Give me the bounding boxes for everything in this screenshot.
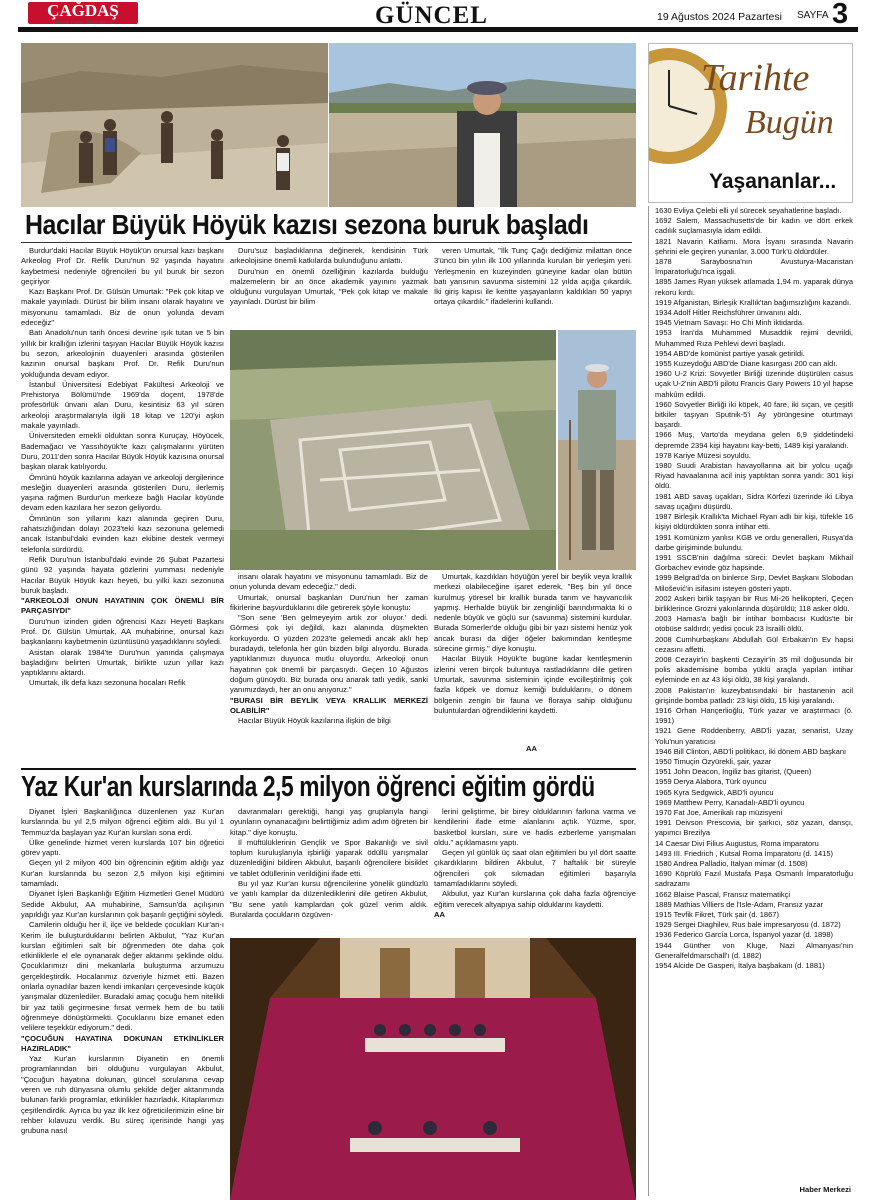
paragraph: Duru'nun izinden giden öğrencisi Kazı Heyeti Başkanı Prof. Dr. Gülsün Umurtak, AA muhabirine, onursal kazı başkanlarını kaybetmenin üzüntüsünü yaşadıklarını söyledi. [21, 616, 224, 647]
article1-column-2b [230, 572, 428, 764]
paragraph: Umurtak, kazdıkları höyüğün yerel bir beylik veya krallık merkezi olabileceğine işaret ederek, "Beş bin yıl önce kurulmuş yöresel bir krallık burada tarım ve hayvancılık yapmış. Herhalde büyük bir zenginliği barındırmakta ki o nedenle büyük ve güçlü sur (savunma) sistemini kurdular. Burada Sümerler'de olduğu gibi bir yazı sistemi henüz yok ancak burası da diğer öğeler bakımından kentleşme sürecine girmiş." diye konuştu. [434, 572, 632, 654]
event-item: 1954 ABD'de komünist partiye yasak getirildi. [655, 348, 805, 358]
event-item: 1895 James Ryan yüksek atlamada 1,94 m. yaparak dünya rekoru kırdı. [655, 277, 853, 297]
event-item: 1991 SSCB'nin dağılma süreci: Devlet başkanı Mikhail Gorbachev evinde göz hapsinde. [655, 552, 853, 573]
article1-title[interactable]: Hacılar Büyük Höyük kazısı sezona buruk başladı [25, 209, 589, 240]
tarihte-bugun-banner [648, 43, 853, 203]
quran-course-photo [230, 938, 636, 1200]
event-item: 1953 İran'da Muhammed Musaddık rejimi devrildi, Muhammed Rıza Pehlevi devri başladı. [655, 328, 853, 348]
paragraph: "Son sene 'Ben gelmeyeyim artık zor oluyor.' dedi. Görmesi çok iyi değildi, kazı alanında düşmekten korkuyordu. O yüzden 2023'te gelemedi ancak aklı hep buradaydı, telefonla her gün bizden bilgi alıyordu. Burada yaptıklarımızı duyunca mutlu oluyordu. Arkeoloji onun hayatının çok önemli bir parçasıydı. Geçen 10 Ağustos doğum günüydü. Biz burada onu anarak tatlı yedik, sanki yanımızdaydı, her an onu anıyoruz." [230, 613, 428, 695]
event-item: 1946 Bill Clinton, ABD'li politikacı, iki dönem ABD başkanı [655, 746, 847, 756]
event-item: 1954 Alcide De Gasperi, İtalya başbakanı (d. 1881) [655, 961, 825, 971]
paragraph: Kazı Başkanı Prof. Dr. Gülsün Umurtak: "Pek çok kitap ve makale yayınladı. Dürüst bir bilim insanı olarak hayatını ve misyonunu tamamladı. Biz de onun yolunda devam edeceğiz" [21, 287, 224, 328]
event-item: 2008 Cumhurbaşkanı Abdullah Gül Erbakan'ın Ev hapsi cezasını affetti. [655, 634, 853, 654]
excavation-site-photo [329, 43, 636, 207]
paragraph: Geçen yıl 2 milyon 400 bin öğrencinin eğitim aldığı yaz Kur'an kurslarında bu sezon 2,5 milyon kişi eğitimini tamamladı. [21, 858, 224, 889]
event-item: 1955 Kuzeydoğu ABD'de Diane kasırgası 200 can aldı. [655, 359, 838, 369]
paragraph: Akbulut, yaz Kur'an kurslarına çok daha fazla öğrenciye eğitim verecek altyapıya sahip olduklarını kaydetti. [434, 889, 636, 909]
section-title: GÜNCEL [375, 2, 488, 29]
paragraph: Üniversiteden emekli olduktan sonra Kuruçay, Höyücek, Bademağacı ve Yassıhöyük'te kazı çalışmalarını yürüten Duru, 2011'den sonra Hacılar Büyük Höyük kazısına onursal başkan olarak katılıyordu. [21, 431, 224, 472]
subheading: "ÇOCUĞUN HAYATINA DOKUNAN ETKİNLİKLER HAZIRLADIK" [21, 1033, 224, 1053]
event-item: 1966 Muş, Varto'da meydana gelen 6,9 şiddetindeki depremde 2394 kişi hayatını kay-betti, 1489 kişi yaralandı. [655, 430, 853, 450]
paragraph: Umurtak, ilk defa kazı sezonuna hocaları Refik [29, 678, 186, 688]
event-item: 1630 Evliya Çelebi elli yıl sürecek seyahatlerine başladı. [655, 206, 842, 215]
event-item: 1878 Saraybosna'nın Avusturya-Macaristan İmparatorluğu'nca işgali. [655, 257, 853, 277]
event-item: 1969 Matthew Perry, Kanadalı-ABD'li oyuncu [655, 797, 805, 807]
paragraph: lerini geliştirme, bir birey olduklarının farkına varma ve kendilerini ifade etme alanlarını açtık. Yüzme, spor, basketbol kursları, sure ve hadis ezberleme yarışmaları oldu." açıklamasını yaptı. [434, 807, 636, 847]
paragraph: Ülke genelinde hizmet veren kurslarda 107 bin öğretici görev yaptı. [21, 837, 224, 858]
event-item: 1965 Kyra Sedgwick, ABD'li oyuncu [655, 787, 774, 797]
paragraph: Umurtak, onursal başkanları Duru'nun her zaman fikirlerine başvurduklarını dile getirerek şöyle konuştu: [230, 592, 428, 612]
article-divider [21, 768, 636, 770]
article2-column-1 [21, 807, 224, 1200]
article2-title[interactable]: Yaz Kur'an kurslarında 2,5 milyon öğrenci eğitim gördü [21, 771, 595, 803]
event-item: 1945 Vietnam Savaşı: Ho Chi Minh iktidarda. [655, 318, 805, 328]
event-item: 1889 Mathias Villiers de l'Isle-Adam, Fransız yazar [655, 899, 824, 909]
event-item: 2002 Askeri birlik taşıyan bir Rus Mi-26 helikopteri, Çeçen birliklerince Grozni yakınlarında düşürüldü; 118 asker öldü. [655, 593, 853, 613]
event-item: 1915 Tevfik Fikret, Türk şair (d. 1867) [655, 910, 779, 920]
event-item: 1980 Suudi Arabistan havayollarına ait bir yolcu uçağı Riyad havaalanına acil iniş yaptıktan sonra yandı: 301 kişi öldü. [655, 461, 853, 491]
event-item: 1934 Adolf Hitler Reichsführer ünvanını aldı. [655, 308, 802, 318]
paragraph: Hacılar Büyük Höyük'te bugüne kadar kentleşmenin izlerini veren birçok buluntuya rastladıklarını dile getiren Umurtak, savunma sisteminin içinde evcilleştirilmiş çok fazla köpek ve domuz kemiği bulduklarını, o dönem bölgenin zengin bir fauna ve floraya sahip olduğunu buluntulardan öğrendiklerini kaydetti. [434, 654, 632, 715]
event-item: 1950 Timuçin Özyürekli, şair, yazar [655, 756, 772, 766]
event-item: 1493 III. Friedrich , Kutsal Roma İmparatoru (d. 1415) [655, 848, 833, 858]
paragraph: Burdur'daki Hacılar Büyük Höyük'ün onursal kazı başkanı Arkeolog Prof Dr. Refik Duru'nun 92 yaşında hayatını kaybetmesi nedeniyle öğrencileri bu yıl buruk bir sezon geçiriyor [21, 246, 224, 286]
event-item: 14 Caesar Divi Filius Augustus, Roma imparatoru [655, 838, 819, 848]
article1-column-3 [434, 246, 632, 328]
logo-tagline: Ülkenin Haber Sitesi Adresi [52, 20, 114, 26]
paragraph: davranmaları gerektiği, hangi yaş gruplarıyla hangi oyunların oynanacağını belirttiğimiz adım adım öğreten bir kitap." diye konuştu. [230, 807, 428, 837]
event-item: 1662 Blaise Pascal, Fransız matematikçi [655, 889, 791, 899]
event-item: 1991 Komünizm yanlısı KGB ve ordu generalleri, Rusya'da darbe girişiminde bulundu. [655, 532, 853, 552]
paragraph: Ömrünü höyük kazılarına adayan ve arkeoloji dergilerince mesleğin duayenleri arasında gösterilen Duru, ilerlemiş yaşına rağmen Burdur'un merkeze bağlı Hacılar köyünde devam eden kazılara her sezon geliyordu. [21, 472, 224, 513]
event-item: 1978 Kariye Müzesi soyuldu. [655, 450, 751, 460]
article1-column-2 [230, 246, 428, 328]
subheading: "ARKEOLOJİ ONUN HAYATININ ÇOK ÖNEMLİ BİR PARÇASIYDI" [21, 596, 224, 616]
article1-column-3b [434, 572, 632, 764]
event-item: 1987 Birleşik Krallık'ta Michael Ryan adlı bir kişi, tüfekle 16 kişiyi öldürdükten sonra intihar etti. [655, 512, 853, 532]
paragraph: Asistan olarak 1984'te Duru'nun yanında çalışmaya başladığını belirten Umurtak, birlikte uzun yıllar kazı yaptıklarını aktardı. [21, 647, 224, 678]
article2-column-2 [230, 807, 428, 935]
event-item: 1960 U-2 Krizi: Sovyetler Birliği üzerinde düşürülen casus uçak U-2'nin ABD'li pilotu Francis Gary Powers 10 yıl hapse mahkûm edildi. [655, 369, 853, 399]
aerial-site-photo [230, 330, 556, 570]
issue-date: 19 Ağustos 2024 Pazartesi [657, 11, 782, 23]
event-item: 1959 Derya Alabora, Türk oyuncu [655, 777, 767, 787]
event-item: 1944 Günther von Kluge, Nazi Almanyası'nın Generalfeldmarschall'ı (d. 1882) [655, 940, 853, 960]
banner-title-3: Yaşananlar... [709, 170, 837, 193]
event-item: 1960 Sovyetler Birliği iki köpek, 40 fare, iki sıçan, ve çeşitli bitkiler taşıyan Sputnik-5'i Ay yörüngesine oturtmayı başardı. [655, 399, 853, 430]
banner-title-1: Tarihte [701, 57, 810, 99]
article1-credit: AA [526, 743, 537, 753]
event-item: 1936 Federico García Lorca, İspanyol yazar (d. 1898) [655, 930, 834, 940]
event-item: 1821 Navarin Katliamı. Mora İsyanı sırasında Navarin şehrini ele geçiren yunanlar, 3.000 Türk'ü öldürdüler. [655, 236, 853, 256]
event-item: 1951 John Deacon, İngiliz bas gitarist, (Queen) [655, 767, 812, 777]
event-item: 1970 Fat Joe, Amerikalı rap müzisyeni [655, 807, 783, 817]
paragraph: Batı Anadolu'nun tarih öncesi devrine ışık tutan ve 5 bin yıllık bir krallığın izlerini taşıyan Hacılar Büyük Höyük kazısı bu sezon, arkeolojinin duayenleri arasında gösterilen kazının onursal başkanı Prof. Dr. Refik Duru'nun yokluğunda devam ediyor. [21, 328, 224, 379]
paragraph: İl müftülüklerinin Gençlik ve Spor Bakanlığı ve sivil toplum kuruluşlarıyla işbirliği yaparak ödüllü yarışmalar düzenlediğini bildiren Akbulut, başarılı öğrencilere bisiklet ve tablet ödüllerinin verildiğini ifade etti. [230, 837, 428, 878]
event-item: 1981 ABD savaş uçakları, Sidra Körfezi üzerinde iki Libya savaş uçağını düşürdü. [655, 491, 853, 511]
event-item: 1690 Köprülü Fazıl Mustafa Paşa Osmanlı İmparatorluğu sadrazamı [655, 869, 853, 889]
paragraph: İstanbul Üniversitesi Edebiyat Fakültesi Arkeoloji ve Prehistorya Bölümü'nde 1969'da doçent, 1978'de profesörlük ünvanı alan Duru, kesintisiz 63 yıl süren arkeoloji araştırmalarıyla ilgili 18 kitap ve 120'yi aşkın makale yayınladı. [21, 379, 224, 431]
paragraph: Camilerin olduğu her il, ilçe ve beldede çocukları Kur'an-ı Kerim ile buluşturduklarını belirten Akbulut, "Yaz Kur'an kursları eğitimleri salt bir öğrenmeden öte daha çok etkinliklerle el ele oynanarak değer aktarımı şeklinde oldu. Çocuklarımızı dini mekanlarla buluşturma arzumuzu gerçekleştirdik. Hocalarımız özveriyle hizmet etti. Bazen onlarla oynadılar bazen kendi imkanları çerçevesinde küçük yarışmalar düzenlediler. Buradaki amaç çocuğu hem nitelikli bir yaz tatili geçirmesine fırsat vermek hem de bu tatili öğrenmeye dönüştürmekti. Çocuklarını bize emanet eden velilere teşekkür ediyorum." dedi. [21, 920, 224, 1033]
event-item: 2008 Cezayir'in başkenti Cezayir'in 35 mil doğusunda bir polis akademisine bomba yüklü araçla yapılan intihar eyleminde en az 43 kişi öldü, 38 kişi yaralandı. [655, 654, 853, 685]
event-item: 1991 Deivson Prescovia, bir şarkıcı, söz yazarı, dansçı, yapımcı Brezilya [655, 818, 853, 838]
paragraph: Bu yıl yaz Kur'an kursu öğrencilerine yönelik gündüzlü ve yatılı kamplar da düzenlediklerini dile getiren Akbulut, "Bu sene yatılı kamplardan çok güzel verim aldık. Buralarda çocukların özgüven- [230, 879, 428, 919]
subheading: "BURASI BİR BEYLİK VEYA KRALLIK MERKEZİ OLABİLİR" [230, 695, 428, 715]
newspaper-logo[interactable]: ÇAĞDAŞ [28, 2, 138, 24]
event-item: 2003 Hamas'a bağlı bir intihar bombacısı Kudüs'te bir otobüse saldırdı; yedisi çocuk 23 İsrailli öldü. [655, 614, 853, 634]
paragraph: veren Umurtak, "İlk Tunç Çağı dediğimiz milattan önce 3'üncü bin yılın ilk 100 yıllarında kurulan bir yerleşim yeri. Yerleşmenin en kuzeyinden güneyine kadar olan bütün batı yarısının savunma sistemini 12 yılda açığa çıkardık. İki giriş kapısı ile kentte yaşayanların kaldıkları 50 yapıyı ortaya çıkardık." ifadelerini kullandı. [434, 246, 632, 307]
article2-credit: AA [434, 909, 445, 919]
paragraph: insanı olarak hayatını ve misyonunu tamamladı. Biz de onun yolunda devam edeceğiz." dedi. [230, 572, 428, 592]
event-item: 1999 Belgrad'da on binlerce Sırp, Devlet Başkanı Slobodan Milošević'in isifasını isteyen gösteri yaptı. [655, 573, 853, 593]
paragraph: Hacılar Büyük Höyük kazılarına ilişkin de bilgi [238, 716, 391, 726]
paragraph: Diyanet İşleri Başkanlığınca düzenlenen yaz Kur'an kurslarında bu yıl 2,5 milyon öğrenci eğitim aldı. Bu yıl 1 Temmuz'da başlayan yaz Kur'an kursları sona erdi. [21, 807, 224, 837]
event-item: 1921 Gene Roddenberry, ABD'li yazar, senarist, Uzay Yolu'nun yaratıcısı [655, 726, 853, 746]
event-item: 1919 Afganistan, Birleşik Krallık'tan bağımsızlığını kazandı. [655, 297, 852, 307]
event-item: 1916 Orhan Hançerlioğlu, Türk yazar ve araştırmacı (ö. 1991) [655, 705, 853, 726]
banner-title-2: Bugün [745, 104, 834, 141]
paragraph: Ömrünün son yıllarını kazı alanında geçiren Duru, rahatsızlığından dolayı 2023'teki kazı sezonuna gelemedi ancak İstanbul'daki evinden kazı ekibine destek vermeyi telefonla sürdürdü. [21, 513, 224, 554]
sidebar-credit: Haber Merkezi [799, 1185, 851, 1194]
paragraph: Refik Duru'nun İstanbul'daki evinde 26 Şubat Pazartesi günü 92 yaşında hayata gözlerini yumması nedeniyle Hacılar Büyük Höyük kazı heyeti, bu yılki kazı sezonuna buruk başladı. [21, 554, 224, 595]
professor-portrait-photo [558, 330, 636, 570]
paragraph: Geçen yıl günlük üç saat olan eğitimleri bu yıl dört saatte çıkardıklarını bildiren Akbulut, 7 haftalık bir süreyle öğrencileri çok sıkmadan eğitimleri başarıyla tamamladıklarını söyledi. [434, 848, 636, 889]
event-item: 1929 Sergei Diaghilev, Rus bale impresaryosu (d. 1872) [655, 920, 841, 930]
event-item: 2008 Pakistan'ın kuzeybatısındaki bir hastanenin acil girişinde bomba patladı: 23 kişi öldü, 15 kişi yaralandı. [655, 685, 853, 705]
page-label: SAYFA [797, 10, 829, 21]
event-item: 1580 Andrea Palladio, İtalyan mimar (d. 1508) [655, 859, 808, 868]
page-number: 3 [832, 0, 849, 30]
excavation-team-photo [21, 43, 328, 207]
paragraph: Duru'suz başladıklarına değinerek, kendisinin Türk arkeolojisine önemli katkılarda bulunduğunu anlattı. [230, 246, 428, 266]
event-item: 1692 Salem, Massachusetts'de bir kadın ve dört erkek cadılık suçlamasıyla idam edildi. [655, 216, 853, 236]
article2-column-3 [434, 807, 636, 935]
paragraph: Yaz Kur'an kurslarının Diyanetin en önemli programlarından biri olduğunu vurgulayan Akbulut, "Çocuğun hayatına dokunan, güncel sorulanına cevap veren ve ruh dünyasına olumlu şekilde değer aktarımında bulunan farklı programlar, etkinlikler hazırladık. Kitaplarımızı çeşitlendirdik. Ayrıca bu yaz ilk kez öğreticilerimizin eline bir rehber kılavuzu verdik. Bu süreç içerisinde hangi yaş grubuna nasıl [21, 1054, 224, 1136]
sidebar-events [648, 206, 853, 1196]
paragraph: Diyanet İşleri Başkanlığı Eğitim Hizmetleri Genel Müdürü Sedide Akbulut, AA muhabirine, Samsun'da açılışının yapıldığı yaz Kur'an kurslarının çok başarılı geçtiğini söyledi. [21, 889, 224, 919]
article1-column-1 [21, 246, 224, 764]
events-list [655, 206, 853, 1181]
paragraph: Duru'nun en önemli özelliğinin kazılarda bulduğu malzemelerin bir an önce akademik yayınını yazmak olduğunu vurgulayan Umurtak, "Pek çok kitap ve makale yayınladı. Dürüst bir bilim [230, 266, 428, 307]
